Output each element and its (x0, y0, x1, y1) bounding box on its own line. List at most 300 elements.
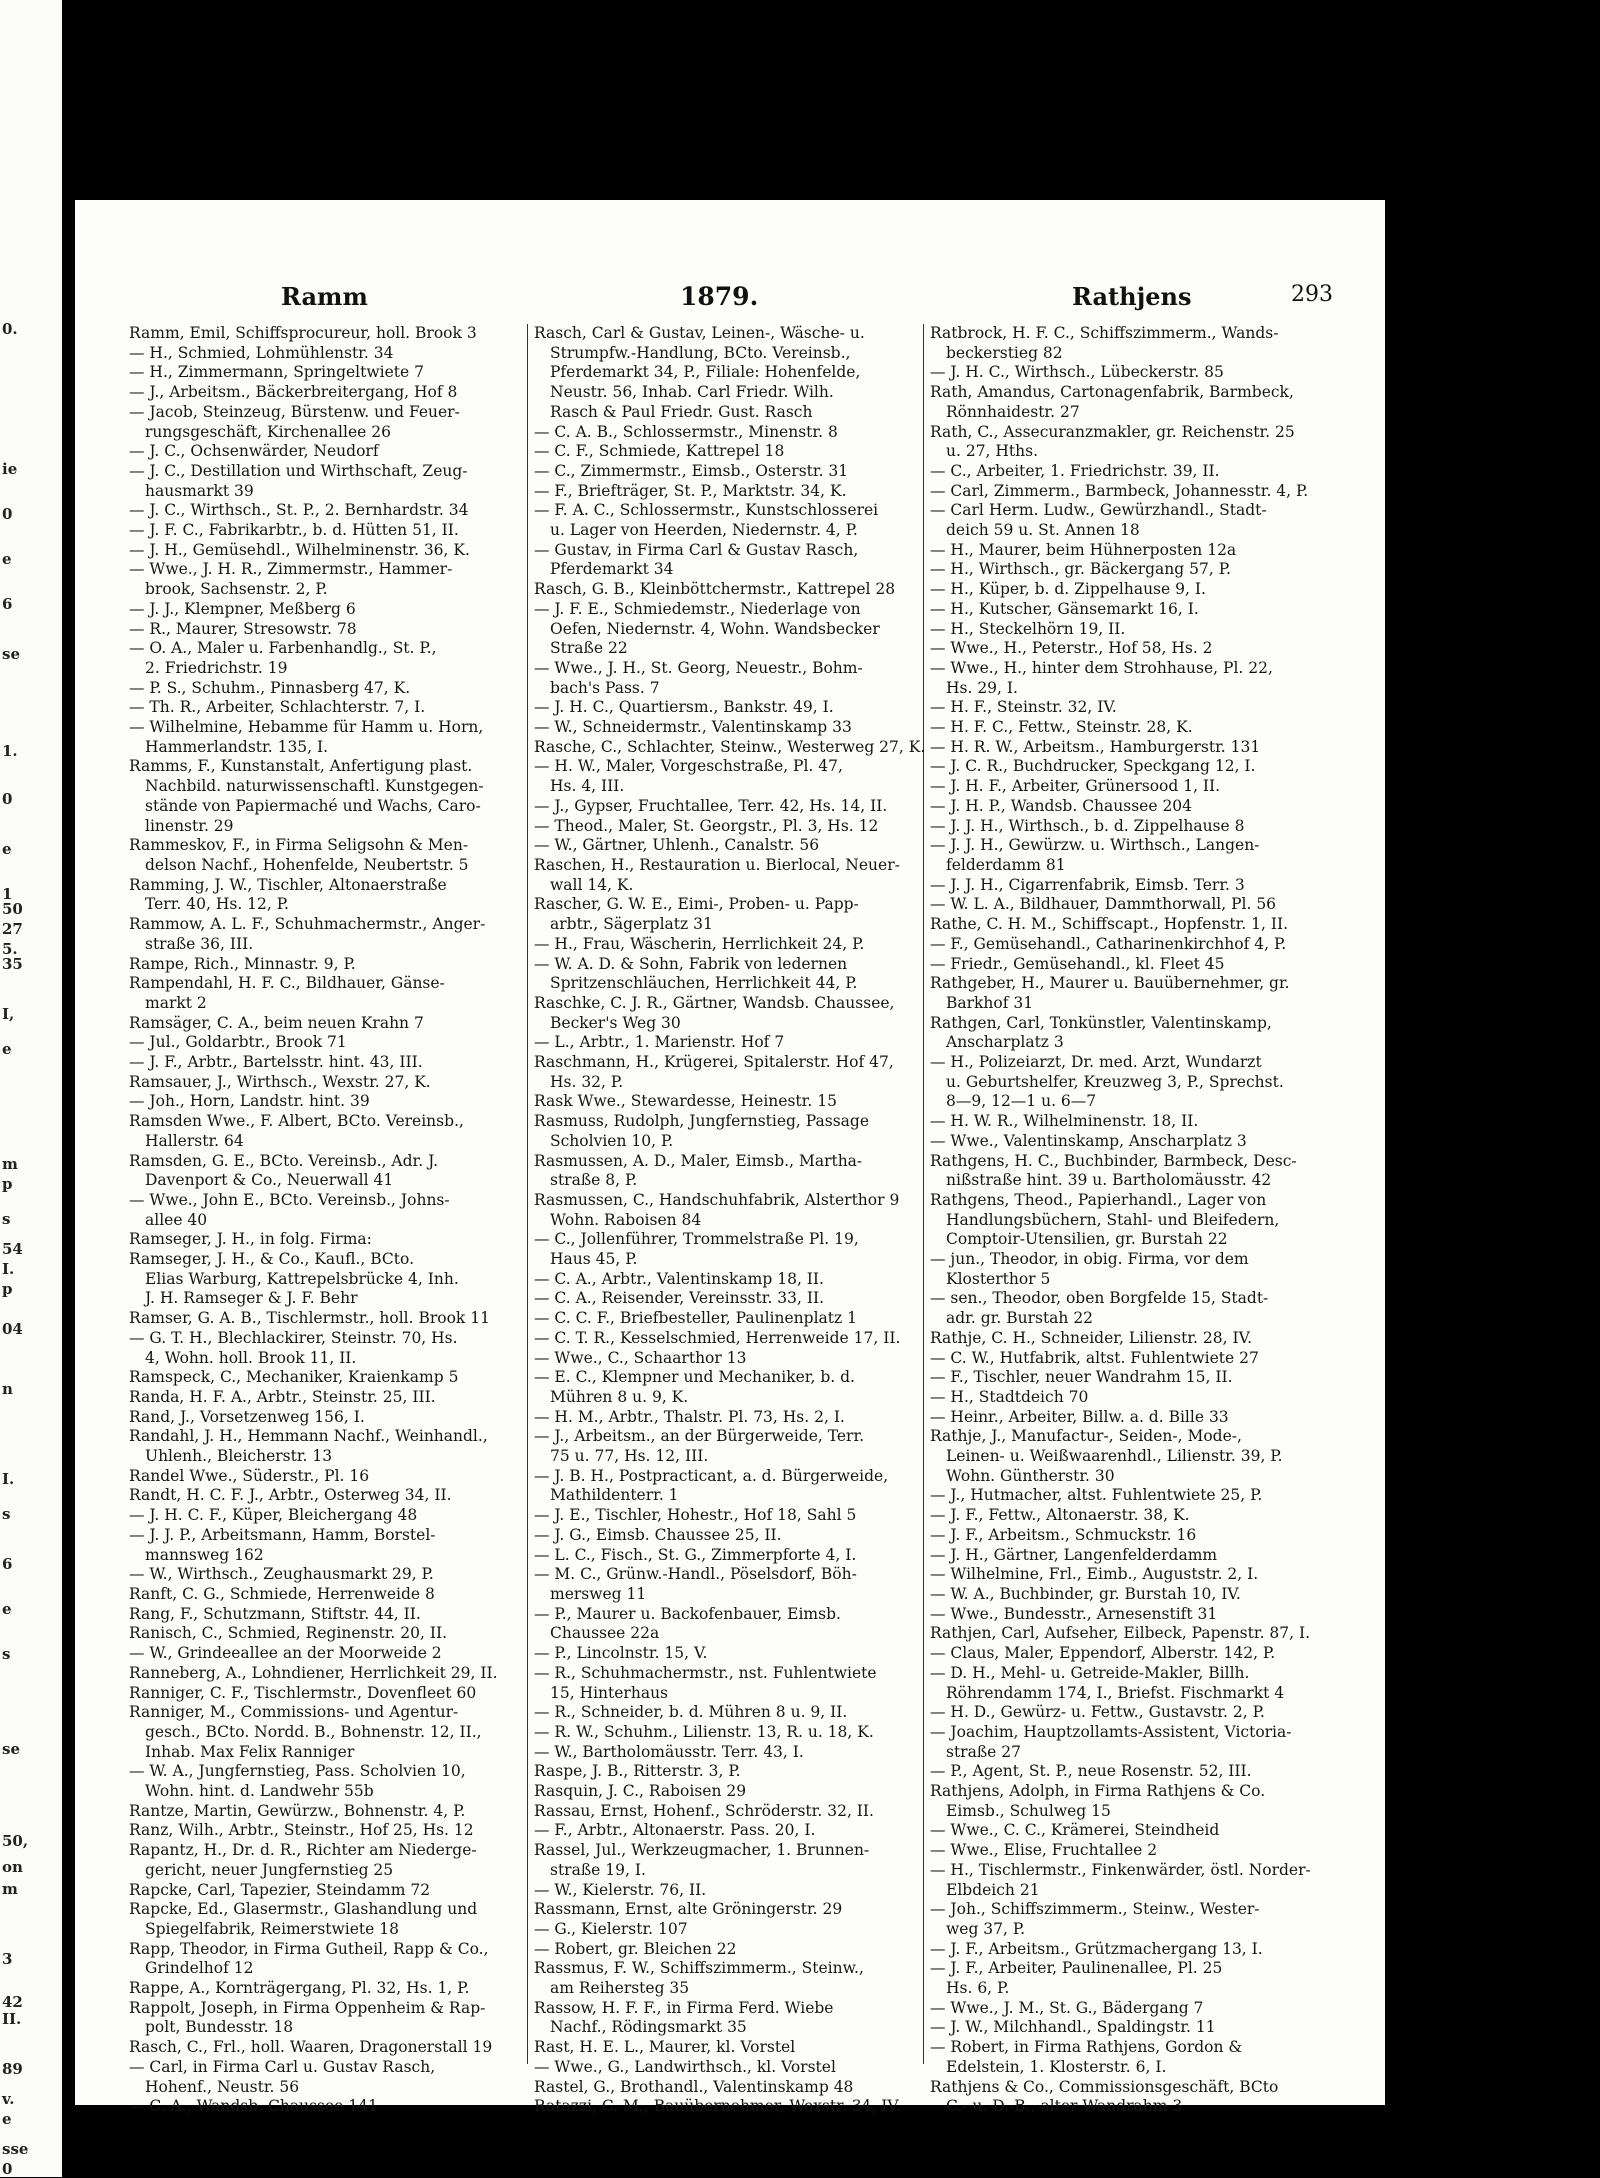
entry-line: Rasmuss, Rudolph, Jungfernstieg, Passage (534, 1112, 869, 1131)
entry-line: — W. A. D. & Sohn, Fabrik von ledernen (534, 954, 848, 973)
entry-continuation: Scholvien 10, P. (550, 1131, 674, 1150)
entry-line: Rassow, H. F. F., in Firma Ferd. Wiebe (534, 1998, 834, 2017)
entry-line: — C. A., Reisender, Vereinsstr. 33, II. (534, 1289, 825, 1308)
entry-line: — J. J. H., Cigarrenfabrik, Eimsb. Terr. 3 (930, 875, 1245, 894)
entry-line: — J. H. C., Quartiersm., Bankstr. 49, I. (534, 698, 834, 717)
entry-line: — Wilhelmine, Frl., Eimb., Auguststr. 2, I. (930, 1565, 1259, 1584)
directory-entry (930, 1053, 1355, 1112)
entry-line: — Wwe., Bundesstr., Arnesenstift 31 (930, 1604, 1218, 1623)
entry-continuation: Wohn. Güntherstr. 30 (946, 1466, 1115, 1485)
directory-entry (930, 1388, 1355, 1408)
header-right-keyword: Rathjens (1072, 282, 1192, 311)
directory-entry (534, 1802, 944, 1822)
directory-entry (129, 974, 539, 1013)
entry-line: Raschmann, H., Krügerei, Spitalerstr. Hof 47, (534, 1053, 894, 1072)
entry-continuation: 8—9, 12—1 u. 6—7 (946, 1092, 1097, 1111)
directory-entry (930, 1132, 1355, 1152)
entry-line: Rathgens, Theod., Papierhandl., Lager von (930, 1190, 1267, 1209)
directory-entry (534, 1309, 944, 1329)
directory-entry (930, 541, 1355, 561)
entry-line: — F., Arbtr., Altonaerstr. Pass. 20, I. (534, 1821, 816, 1840)
entry-line: Rapp, Theodor, in Firma Gutheil, Rapp & Co., (129, 1939, 489, 1958)
directory-entry (930, 1959, 1355, 1998)
entry-line: Ramsäger, C. A., beim neuen Krahn 7 (129, 1013, 424, 1032)
directory-entry (534, 1605, 944, 1644)
directory-entry (930, 935, 1355, 955)
directory-entry (930, 797, 1355, 817)
entry-continuation: Pferdemarkt 34 (550, 560, 674, 579)
directory-entry (534, 1526, 944, 1546)
entry-continuation: markt 2 (145, 993, 207, 1012)
directory-entry (129, 876, 539, 915)
directory-entry (930, 1427, 1355, 1486)
previous-page-margin (0, 0, 62, 2177)
prev-page-fragment: e (2, 1040, 12, 1058)
directory-entry (129, 1506, 539, 1526)
directory-entry (930, 482, 1355, 502)
directory-entry (129, 1900, 539, 1939)
entry-line: Ramm, Emil, Schiffsprocureur, holl. Brook 3 (129, 324, 477, 342)
entry-line: Raschen, H., Restauration u. Bierlocal, Neuer- (534, 855, 900, 874)
directory-entry (930, 363, 1355, 383)
entry-continuation: Uhlenh., Bleicherstr. 13 (145, 1447, 333, 1466)
directory-entry (930, 1940, 1355, 1960)
entry-line: Rappe, A., Kornträgergang, Pl. 32, Hs. 1, P. (129, 1979, 470, 1998)
directory-entry (129, 1092, 539, 1112)
entry-line: Rasch, Carl & Gustav, Leinen-, Wäsche- u. (534, 324, 865, 342)
entry-line: — G., Kielerstr. 107 (534, 1919, 688, 1938)
prev-page-fragment: se (2, 645, 20, 663)
directory-entry (930, 1605, 1355, 1625)
directory-entry (129, 1821, 539, 1841)
prev-page-fragment: 89 (2, 2060, 23, 2078)
entry-line: Rathgens, H. C., Buchbinder, Barmbeck, Desc- (930, 1151, 1297, 1170)
entry-line: — F., Briefträger, St. P., Marktstr. 34, K. (534, 481, 847, 500)
directory-entry (534, 482, 944, 502)
entry-continuation: u. Lager von Heerden, Niedernstr. 4, P. (550, 521, 858, 540)
directory-entry (129, 1703, 539, 1762)
entry-line: Rath, Amandus, Cartonagenfabrik, Barmbeck, (930, 383, 1294, 402)
entry-line: — J., Arbeitsm., an der Bürgerweide, Terr. (534, 1427, 865, 1446)
directory-entry (930, 1546, 1355, 1566)
directory-entry (930, 423, 1355, 462)
directory-entry (129, 1762, 539, 1801)
directory-entry (930, 955, 1355, 975)
directory-entry (534, 1427, 944, 1466)
directory-entry (534, 600, 944, 659)
prev-page-fragment: m (2, 1155, 18, 1173)
directory-entry (534, 324, 944, 423)
directory-entry (930, 383, 1355, 422)
entry-continuation: arbtr., Sägerplatz 31 (550, 915, 713, 934)
entry-continuation: beckerstieg 82 (946, 343, 1063, 362)
directory-entry (129, 1073, 539, 1093)
entry-line: — H., Schmied, Lohmühlenstr. 34 (129, 343, 394, 362)
entry-continuation: felderdamm 81 (946, 855, 1066, 874)
directory-entry (930, 2018, 1355, 2038)
entry-continuation: straße 19, I. (550, 1860, 646, 1879)
entry-line: — H., Polizeiarzt, Dr. med. Arzt, Wundarzt (930, 1053, 1262, 1072)
entry-line: — H., Stadtdeich 70 (930, 1387, 1089, 1406)
directory-entry (534, 955, 944, 994)
directory-entry (930, 1506, 1355, 1526)
directory-entry (930, 1703, 1355, 1723)
entry-continuation: Klosterthor 5 (946, 1269, 1051, 1288)
entry-line: — M. C., Grünw.-Handl., Pöselsdorf, Böh- (534, 1565, 857, 1584)
prev-page-fragment: e (2, 840, 12, 858)
directory-entry (930, 1152, 1355, 1191)
entry-line: Ramsden Wwe., F. Albert, BCto. Vereinsb., (129, 1112, 464, 1131)
entry-line: Randel Wwe., Süderstr., Pl. 16 (129, 1466, 370, 1485)
entry-line: — P., Maurer u. Backofenbauer, Eimsb. (534, 1604, 841, 1623)
entry-line: — J. J. H., Wirthsch., b. d. Zippelhause 8 (930, 816, 1245, 835)
entry-line: — R. W., Schuhm., Lilienstr. 13, R. u. 18, K. (534, 1722, 874, 1741)
entry-line: Rathjens & Co., Commissionsgeschäft, BCto (930, 2077, 1279, 2096)
entry-line: Raspe, J. B., Ritterstr. 3, P. (534, 1762, 741, 1781)
directory-entry (129, 718, 539, 757)
directory-entry (930, 915, 1355, 935)
entry-line: Rathje, J., Manufactur-, Seiden-, Mode-, (930, 1427, 1242, 1446)
header-left-keyword: Ramm (281, 282, 368, 311)
directory-entry (930, 1644, 1355, 1664)
directory-entry (129, 1644, 539, 1664)
directory-entry (534, 501, 944, 540)
directory-entry (129, 1427, 539, 1466)
directory-entry (534, 1703, 944, 1723)
entry-continuation: Davenport & Co., Neuerwall 41 (145, 1171, 394, 1190)
prev-page-fragment: ie (2, 460, 18, 478)
entry-line: — H. D., Gewürz- u. Fettw., Gustavstr. 2, P. (930, 1703, 1265, 1722)
entry-line: — J. F. E., Schmiedemstr., Niederlage von (534, 599, 861, 618)
entry-continuation: 15, Hinterhaus (550, 1683, 669, 1702)
entry-line: — J. F. C., Fabrikarbtr., b. d. Hütten 51, II. (129, 521, 459, 540)
entry-line: — Wwe., Elise, Fruchtallee 2 (930, 1841, 1158, 1860)
prev-page-fragment: e (2, 2110, 12, 2128)
entry-continuation: deich 59 u. St. Annen 18 (946, 521, 1140, 540)
entry-line: — H., Wirthsch., gr. Bäckergang 57, P. (930, 560, 1231, 579)
entry-line: — O. A., Maler u. Farbenhandlg., St. P., (129, 639, 437, 658)
entry-continuation: stände von Papiermaché und Wachs, Caro- (145, 796, 481, 815)
prev-page-fragment: 42 (2, 1993, 23, 2011)
entry-line: — J. G., Eimsb. Chaussee 25, II. (534, 1525, 782, 1544)
entry-line: — Wwe., C. C., Krämerei, Steindheid (930, 1821, 1220, 1840)
entry-line: Rasch, C., Frl., holl. Waaren, Dragonerstall 19 (129, 2038, 493, 2057)
entry-continuation: Haus 45, P. (550, 1250, 638, 1269)
entry-line: — P. S., Schuhm., Pinnasberg 47, K. (129, 678, 411, 697)
directory-entry (534, 1349, 944, 1369)
directory-entry (930, 1250, 1355, 1289)
directory-entry (534, 1546, 944, 1566)
directory-entry (534, 1092, 944, 1112)
prev-page-fragment: II. (2, 2010, 22, 2028)
entry-line: — Jul., Goldarbtr., Brook 71 (129, 1033, 347, 1052)
directory-entry (930, 836, 1355, 875)
entry-line: Rassmann, Ernst, alte Gröningerstr. 29 (534, 1900, 843, 1919)
directory-entry (534, 817, 944, 837)
entry-continuation: Hallerstr. 64 (145, 1131, 244, 1150)
directory-entry (930, 560, 1355, 580)
entry-line: — J. F., Arbeiter, Paulinenallee, Pl. 25 (930, 1959, 1223, 1978)
entry-continuation: u. Geburtshelfer, Kreuzweg 3, P., Sprechst. (946, 1072, 1284, 1091)
entry-line: Randahl, J. H., Hemmann Nachf., Weinhandl., (129, 1427, 488, 1446)
entry-line: — W. A., Buchbinder, gr. Burstah 10, IV. (930, 1585, 1241, 1603)
directory-entry (930, 698, 1355, 718)
prev-page-fragment: e (2, 1600, 12, 1618)
entry-line: — J. J. P., Arbeitsmann, Hamm, Borstel- (129, 1525, 436, 1544)
entry-line: Ranisch, C., Schmied, Reginenstr. 20, II. (129, 1624, 448, 1643)
directory-entry (930, 1762, 1355, 1782)
entry-line: — Theod., Maler, St. Georgstr., Pl. 3, Hs. 12 (534, 816, 879, 835)
directory-entry (534, 1999, 944, 2038)
entry-line: — Carl, in Firma Carl u. Gustav Rasch, (129, 2057, 436, 2076)
prev-page-fragment: 0 (2, 505, 13, 523)
entry-continuation: Mühren 8 u. 9, K. (550, 1387, 689, 1406)
directory-entry (129, 1605, 539, 1625)
entry-continuation: bach's Pass. 7 (550, 678, 660, 697)
directory-entry (534, 1959, 944, 1998)
directory-entry (930, 738, 1355, 758)
entry-continuation: straße 8, P. (550, 1171, 638, 1190)
entry-continuation: polt, Bundesstr. 18 (145, 2018, 294, 2037)
entry-continuation: Spiegelfabrik, Reimerstwiete 18 (145, 1919, 399, 1938)
entry-continuation: Eimsb., Schulweg 15 (946, 1801, 1111, 1820)
directory-entry (534, 836, 944, 856)
directory-entry (930, 1723, 1355, 1762)
entry-line: — Friedr., Gemüsehandl., kl. Fleet 45 (930, 954, 1225, 973)
prev-page-fragment: 1 (2, 885, 13, 903)
entry-line: Randa, H. F. A., Arbtr., Steinstr. 25, III. (129, 1387, 436, 1406)
directory-entry (930, 1782, 1355, 1821)
page-number: 293 (1291, 282, 1333, 307)
entry-continuation: 4, Wohn. holl. Brook 11, II. (145, 1348, 357, 1367)
entry-continuation: Hohenf., Neustr. 56 (145, 2077, 300, 2096)
directory-entry (129, 1802, 539, 1822)
entry-continuation: Anscharplatz 3 (946, 1033, 1064, 1052)
prev-page-fragment: s (2, 1645, 11, 1663)
directory-page (75, 200, 1385, 2116)
directory-entry (930, 2078, 1355, 2117)
entry-continuation: Nachf., Rödingsmarkt 35 (550, 2018, 747, 2037)
entry-line: Ramsauer, J., Wirthsch., Wexstr. 27, K. (129, 1072, 431, 1091)
directory-entry (129, 1033, 539, 1053)
entry-continuation: J. H. Ramseger & J. F. Behr (145, 1289, 358, 1308)
entry-line: — J. H., Gemüsehdl., Wilhelminenstr. 36, K. (129, 540, 470, 559)
directory-entry (534, 2097, 944, 2117)
entry-line: — Joachim, Hauptzollamts-Assistent, Victoria- (930, 1722, 1292, 1741)
prev-page-fragment: 6 (2, 595, 13, 613)
directory-entry (534, 1152, 944, 1191)
entry-line: Ranneberg, A., Lohndiener, Herrlichkeit 29, II. (129, 1663, 498, 1682)
entry-line: — W., Bartholomäusstr. Terr. 43, I. (534, 1742, 804, 1761)
entry-continuation: allee 40 (145, 1210, 208, 1229)
prev-page-fragment: 3 (2, 1950, 13, 1968)
entry-line: — J. H. F., Arbeiter, Grünersood 1, II. (930, 777, 1221, 796)
directory-entry (129, 1486, 539, 1506)
prev-page-fragment: 0 (2, 790, 13, 808)
directory-entry (129, 1112, 539, 1151)
entry-line: — J. C., Destillation und Wirthschaft, Zeug- (129, 461, 468, 480)
entry-line: Ranft, C. G., Schmiede, Herrenweide 8 (129, 1585, 435, 1603)
directory-entry (129, 1152, 539, 1191)
entry-continuation: 75 u. 77, Hs. 12, III. (550, 1447, 709, 1466)
entry-continuation: Hammerlandstr. 135, I. (145, 737, 329, 756)
prev-page-fragment: e (2, 550, 12, 568)
entry-line: — J. F., Arbeitsm., Schmuckstr. 16 (930, 1525, 1197, 1544)
directory-entry (534, 738, 944, 758)
directory-entry (534, 1408, 944, 1428)
entry-line: — C., Zimmermstr., Eimsb., Osterstr. 31 (534, 461, 849, 480)
directory-entry (534, 994, 944, 1033)
entry-line: — Joh., Horn, Landstr. hint. 39 (129, 1092, 370, 1111)
entry-line: Rathe, C. H. M., Schiffscapt., Hopfenstr. 1, II. (930, 915, 1289, 934)
directory-entry (534, 2038, 944, 2058)
directory-entry (534, 1033, 944, 1053)
entry-continuation: C.- u. D.-B., alter Wandrahm 3 (946, 2097, 1183, 2116)
entry-line: — Wwe., J. M., St. G., Bädergang 7 (930, 1998, 1204, 2017)
directory-entry (129, 1684, 539, 1704)
directory-entry (930, 1486, 1355, 1506)
entry-line: — L. C., Fisch., St. G., Zimmerpforte 4, I. (534, 1545, 857, 1564)
entry-line: Rastel, G., Brothandl., Valentinskamp 48 (534, 2077, 854, 2096)
directory-entry (129, 1467, 539, 1487)
entry-continuation: Handlungsbüchern, Stahl- und Bleifedern, (946, 1210, 1280, 1229)
entry-line: — G. T. H., Blechlackirer, Steinstr. 70, Hs. (129, 1328, 458, 1347)
entry-line: Rath, C., Assecuranzmakler, gr. Reichenstr. 25 (930, 422, 1295, 441)
entry-line: — H. R. W., Arbeitsm., Hamburgerstr. 131 (930, 737, 1261, 756)
entry-continuation: Röhrendamm 174, I., Briefst. Fischmarkt 4 (946, 1683, 1285, 1702)
directory-entry (930, 876, 1355, 896)
directory-entry (534, 1230, 944, 1269)
directory-entry (930, 1014, 1355, 1053)
entry-line: — Th. R., Arbeiter, Schlachterstr. 7, I. (129, 698, 426, 717)
directory-entry (534, 1900, 944, 1920)
directory-entry (129, 363, 539, 383)
directory-entry (129, 915, 539, 954)
entry-line: — W., Gärtner, Uhlenh., Canalstr. 56 (534, 836, 820, 855)
entry-continuation: Elias Warburg, Kattrepelsbrücke 4, Inh. (145, 1269, 459, 1288)
directory-entry (129, 541, 539, 561)
entry-continuation: Wohn. hint. d. Landwehr 55b (145, 1782, 374, 1801)
directory-entry (129, 1940, 539, 1979)
directory-entry (930, 1289, 1355, 1328)
entry-continuation: Hs. 6, P. (946, 1979, 1010, 1998)
entry-continuation: Rasch & Paul Friedr. Gust. Rasch (550, 402, 813, 421)
entry-line: — H., Küper, b. d. Zippelhause 9, I. (930, 580, 1206, 599)
directory-entry (930, 1999, 1355, 2019)
entry-line: Rasche, C., Schlachter, Steinw., Westerweg 27, K. (534, 737, 926, 756)
directory-entry (930, 974, 1355, 1013)
directory-entry (930, 757, 1355, 777)
entry-continuation: hausmarkt 39 (145, 481, 254, 500)
directory-entry (930, 324, 1355, 363)
entry-line: — J. H. P., Wandsb. Chaussee 204 (930, 796, 1193, 815)
entry-line: — D. H., Mehl- u. Getreide-Makler, Billh. (930, 1663, 1250, 1682)
directory-entry (930, 1112, 1355, 1132)
entry-line: — P., Lincolnstr. 15, V. (534, 1644, 708, 1663)
entry-line: Rask Wwe., Stewardesse, Heinestr. 15 (534, 1092, 837, 1111)
entry-line: Rampe, Rich., Minnastr. 9, P. (129, 954, 356, 973)
entry-line: — Robert, in Firma Rathjens, Gordon & (930, 2038, 1243, 2057)
entry-continuation: Chaussee 22a (550, 1624, 660, 1643)
directory-entry (930, 462, 1355, 482)
entry-line: — Wwe., J. H., St. Georg, Neuestr., Bohm- (534, 658, 863, 677)
directory-entry (129, 1881, 539, 1901)
prev-page-fragment: se (2, 1740, 20, 1758)
directory-entry (534, 1467, 944, 1506)
entry-line: — R., Schuhmachermstr., nst. Fuhlentwiete (534, 1663, 877, 1682)
directory-entry (129, 1250, 539, 1309)
entry-line: Rappolt, Joseph, in Firma Oppenheim & Rap- (129, 1998, 486, 2017)
entry-continuation: gericht, neuer Jungfernstieg 25 (145, 1860, 394, 1879)
directory-entry (534, 1644, 944, 1664)
directory-entry (534, 1270, 944, 1290)
prev-page-fragment: 50 (2, 900, 23, 918)
directory-entry (930, 600, 1355, 620)
column-2 (534, 324, 944, 2116)
directory-entry (534, 1940, 944, 1960)
directory-entry (129, 344, 539, 364)
page-header (75, 282, 1385, 312)
entry-line: Rassau, Ernst, Hohenf., Schröderstr. 32, II. (534, 1801, 874, 1820)
entry-line: — H., Maurer, beim Hühnerposten 12a (930, 540, 1237, 559)
entry-line: — E. C., Klempner und Mechaniker, b. d. (534, 1368, 855, 1387)
directory-entry (534, 1506, 944, 1526)
header-year: 1879. (680, 282, 759, 311)
entry-continuation: rungsgeschäft, Kirchenallee 26 (145, 422, 391, 441)
directory-entry (930, 580, 1355, 600)
directory-entry (930, 718, 1355, 738)
column-1 (129, 324, 539, 2116)
entry-line: — J. J., Klempner, Meßberg 6 (129, 599, 356, 618)
entry-line: — W., Schneidermstr., Valentinskamp 33 (534, 718, 852, 737)
entry-line: Ramming, J. W., Tischler, Altonaerstraße (129, 875, 447, 894)
entry-line: Rantze, Martin, Gewürzw., Bohnenstr. 4, P. (129, 1801, 466, 1820)
directory-entry (129, 501, 539, 521)
entry-line: — F. A. C., Schlossermstr., Kunstschlosserei (534, 501, 879, 520)
directory-entry (534, 1565, 944, 1604)
directory-entry (129, 383, 539, 403)
entry-line: — Robert, gr. Bleichen 22 (534, 1939, 737, 1958)
directory-entry (129, 462, 539, 501)
directory-entry (930, 1565, 1355, 1585)
entry-line: — Wwe., John E., BCto. Vereinsb., Johns- (129, 1190, 450, 1209)
entry-line: — Jacob, Steinzeug, Bürstenw. und Feuer- (129, 402, 460, 421)
entry-continuation: Mathildenterr. 1 (550, 1486, 679, 1505)
entry-line: Randt, H. C. F. J., Arbtr., Osterweg 34, II. (129, 1486, 452, 1505)
entry-continuation: Straße 22 (550, 639, 628, 658)
entry-line: — P., Agent, St. P., neue Rosenstr. 52, III. (930, 1762, 1252, 1781)
entry-continuation: nißstraße hint. 39 u. Bartholomäusstr. 42 (946, 1171, 1272, 1190)
directory-entry (534, 895, 944, 934)
entry-line: — C. A., Arbtr., Valentinskamp 18, II. (534, 1269, 824, 1288)
entry-line: — Wwe., H., Peterstr., Hof 58, Hs. 2 (930, 639, 1213, 658)
entry-line: Rapantz, H., Dr. d. R., Richter am Niederge- (129, 1841, 477, 1860)
entry-continuation: Grindelhof 12 (145, 1959, 254, 1978)
entry-line: — J. F., Fettw., Altonaerstr. 38, K. (930, 1506, 1190, 1525)
directory-entry (930, 1526, 1355, 1546)
entry-continuation: linenstr. 29 (145, 816, 234, 835)
entry-line: Ramsden, G. E., BCto. Vereinsb., Adr. J. (129, 1151, 439, 1170)
prev-page-fragment: 35 (2, 955, 23, 973)
directory-entry (129, 1368, 539, 1388)
entry-line: — H. F., Steinstr. 32, IV. (930, 698, 1117, 717)
entry-line: — H. W. R., Wilhelminenstr. 18, II. (930, 1112, 1199, 1131)
entry-line: Rast, H. E. L., Maurer, kl. Vorstel (534, 2038, 796, 2057)
entry-line: Rascher, G. W. E., Eimi-, Proben- u. Papp- (534, 895, 859, 914)
entry-line: — H. M., Arbtr., Thalstr. Pl. 73, Hs. 2, I. (534, 1407, 845, 1426)
entry-continuation: u. 27, Hths. (946, 442, 1039, 461)
prev-page-fragment: I, (2, 1005, 15, 1023)
